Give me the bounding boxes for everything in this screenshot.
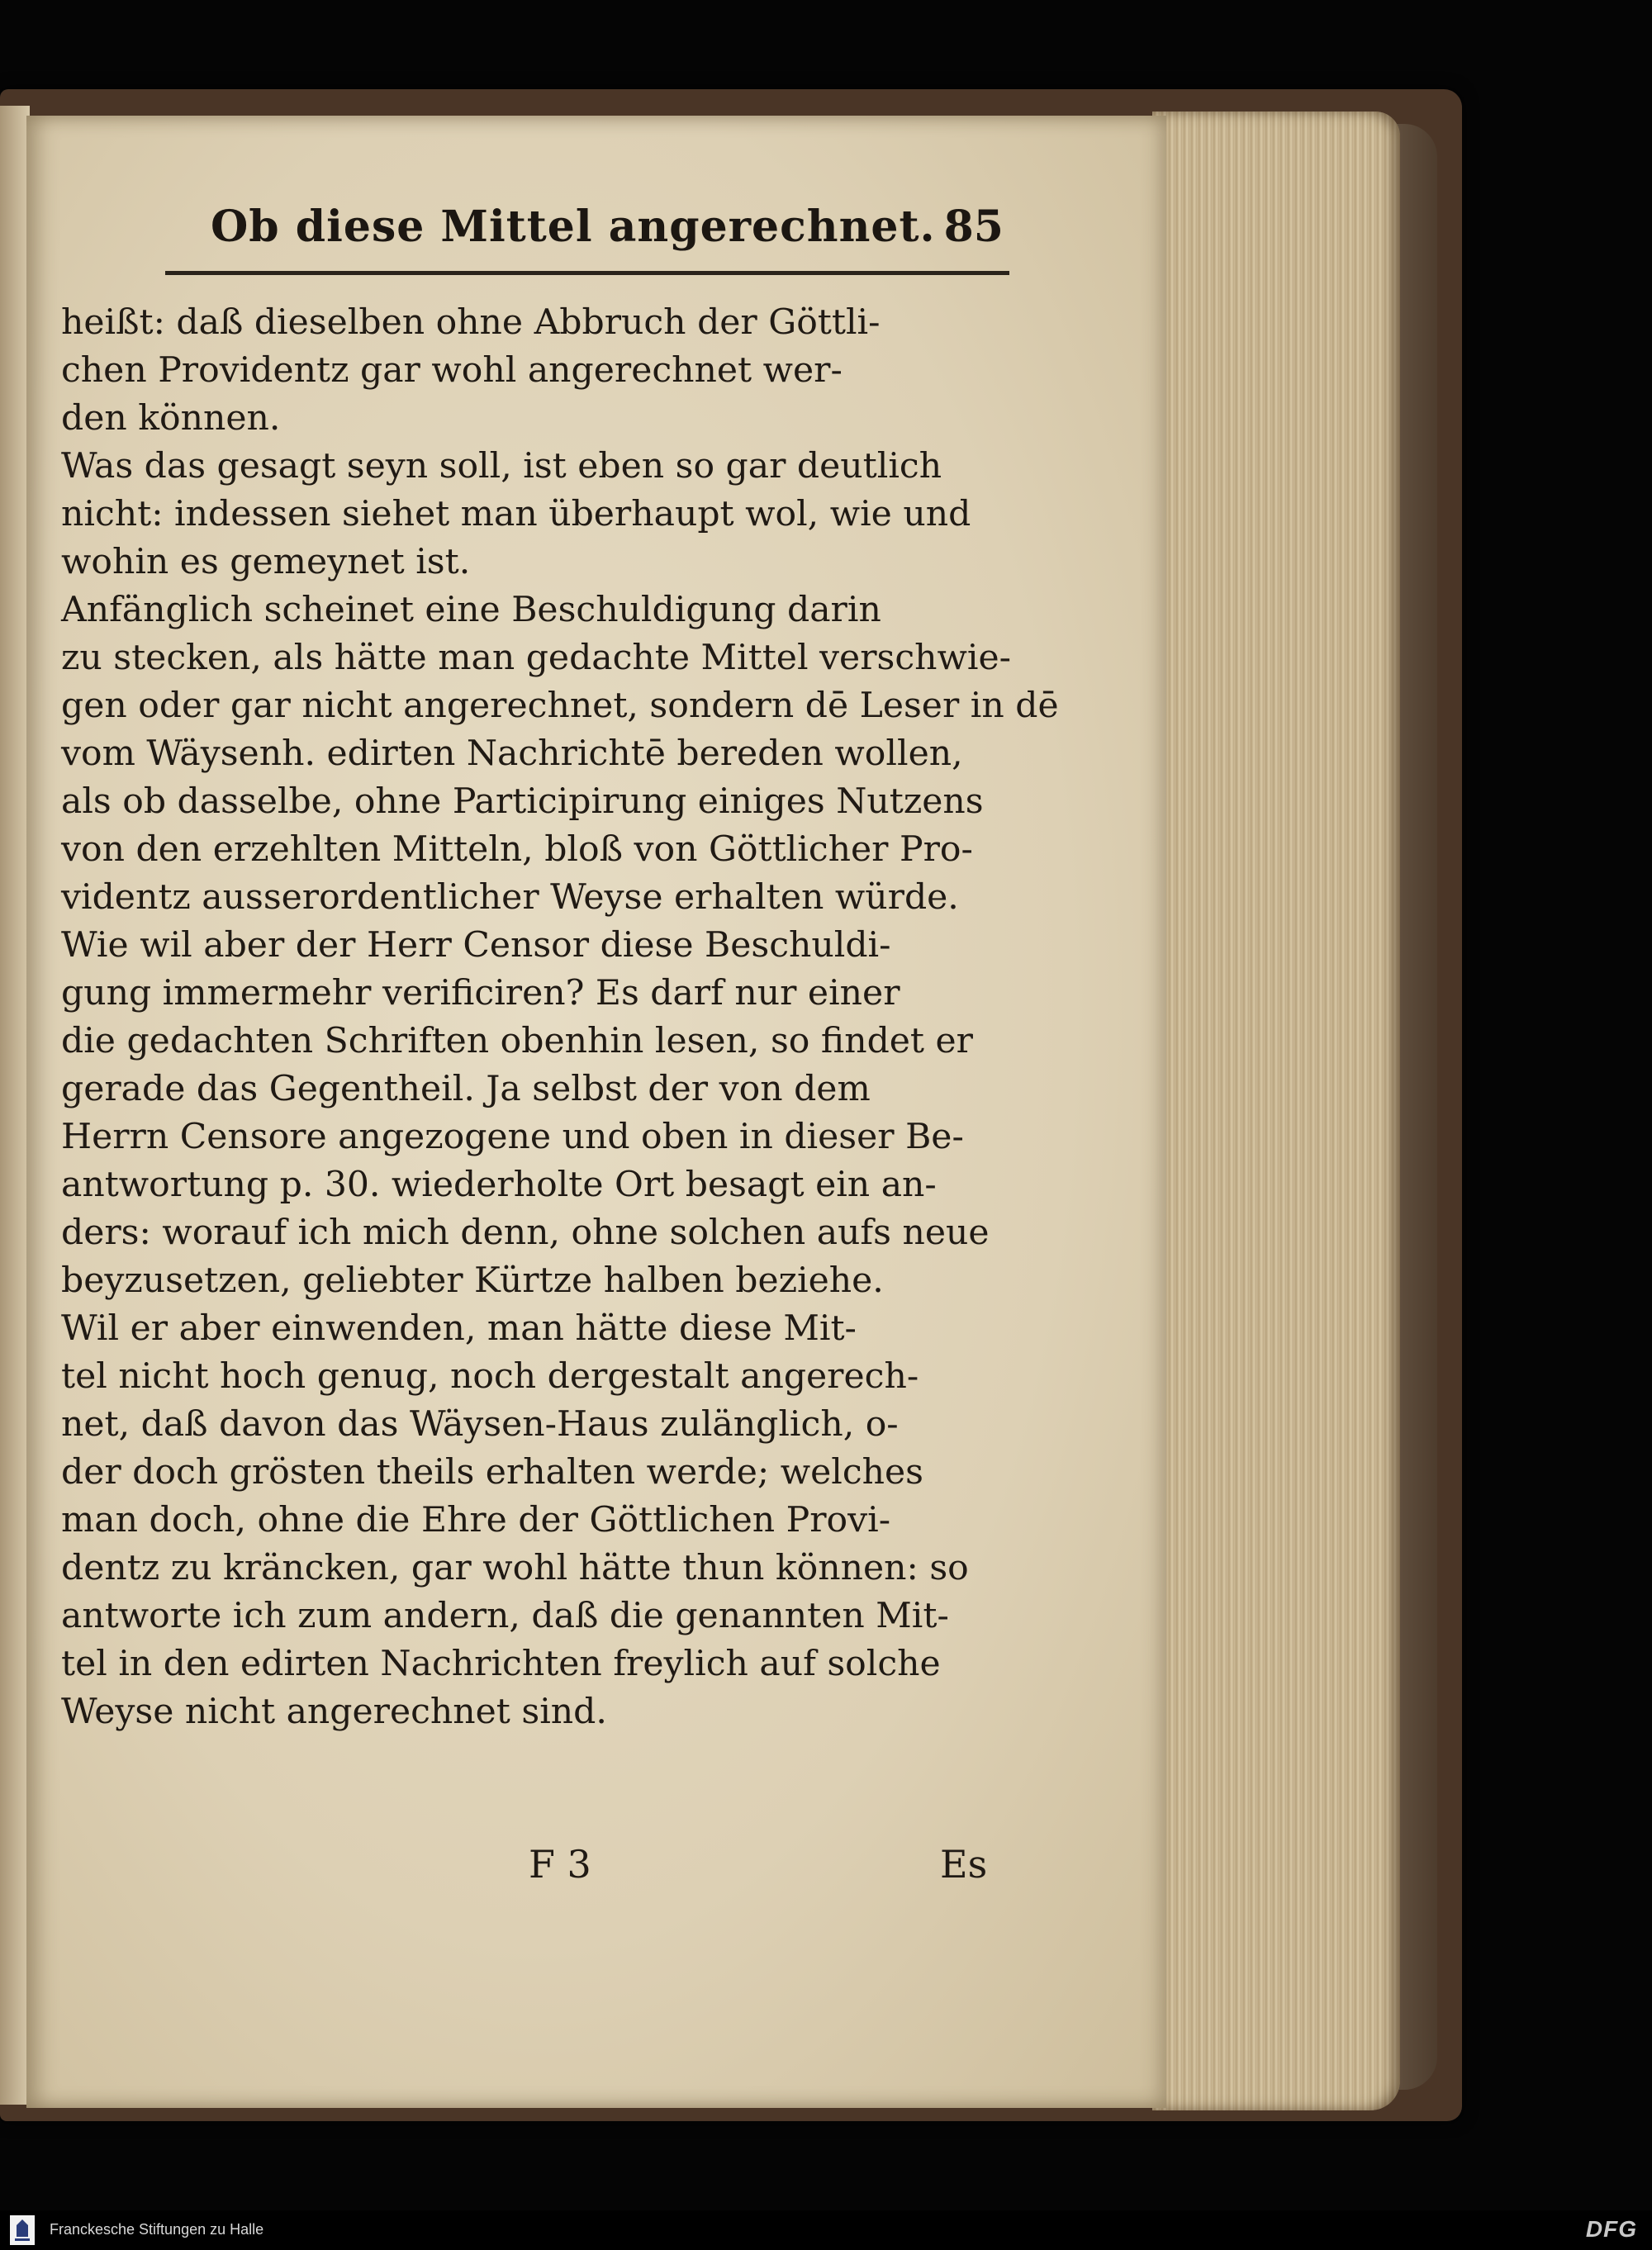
text-line: wohin es gemeynet ist. [61, 542, 471, 582]
text-line: tel nicht hoch genug, noch dergestalt angerech- [61, 1356, 919, 1397]
running-head-title: Ob diese Mittel angerechnet. [211, 202, 936, 252]
text-line: nicht: indessen siehet man überhaupt wol, wie und [61, 494, 971, 534]
text-line: Herrn Censore angezogene und oben in dieser Be- [61, 1117, 964, 1157]
text-line: dentz zu kräncken, gar wohl hätte thun können: so [61, 1548, 969, 1588]
institution-logo-icon [10, 2215, 35, 2245]
signature-mark: F 3 [529, 1842, 591, 1887]
text-line: zu stecken, als hätte man gedachte Mittel verschwie- [61, 638, 1011, 678]
text-line: Wil er aber einwenden, man hätte diese Mit- [61, 1308, 857, 1349]
facing-page-edge [0, 106, 30, 2105]
page-number: 85 [943, 202, 1004, 252]
header-rule [165, 271, 1009, 275]
viewer-footer [0, 2210, 1652, 2250]
text-line: net, daß davon das Wäysen-Haus zulänglich, o- [61, 1404, 899, 1445]
text-line: den können. [61, 398, 281, 439]
page-block-edge [1152, 112, 1400, 2110]
text-line: von den erzehlten Mitteln, bloß von Göttlicher Pro- [61, 829, 973, 870]
text-line: tel in den edirten Nachrichten freylich auf solche [61, 1644, 941, 1684]
text-line: Weyse nicht angerechnet sind. [61, 1692, 607, 1732]
text-line: gen oder gar nicht angerechnet, sondern dē Leser in dē [61, 686, 1059, 726]
text-line: Anfänglich scheinet eine Beschuldigung darin [61, 590, 881, 630]
text-line: man doch, ohne die Ehre der Göttlichen Provi- [61, 1500, 891, 1540]
text-line: Wie wil aber der Herr Censor diese Beschuldi- [61, 925, 891, 966]
text-line: beyzusetzen, geliebter Kürtze halben beziehe. [61, 1260, 884, 1301]
text-line: chen Providentz gar wohl angerechnet wer- [61, 350, 843, 391]
running-head [211, 198, 1004, 264]
text-line: Was das gesagt seyn soll, ist eben so gar deutlich [61, 446, 942, 487]
text-line: der doch grösten theils erhalten werde; welches [61, 1452, 923, 1493]
text-line: heißt: daß dieselben ohne Abbruch der Göttli- [61, 302, 881, 343]
text-line: die gedachten Schriften obenhin lesen, so findet er [61, 1021, 973, 1061]
text-line: gerade das Gegentheil. Ja selbst der von dem [61, 1069, 871, 1109]
text-line: antwortung p. 30. wiederholte Ort besagt ein an- [61, 1165, 937, 1205]
text-line: videntz ausserordentlicher Weyse erhalten würde. [61, 877, 959, 918]
text-line: vom Wäysenh. edirten Nachrichtē bereden wollen, [61, 733, 963, 774]
text-line: ders: worauf ich mich denn, ohne solchen aufs neue [61, 1213, 990, 1253]
catchword: Es [940, 1842, 988, 1887]
text-line: als ob dasselbe, ohne Participirung einiges Nutzens [61, 781, 984, 822]
body-text [61, 299, 1059, 1736]
text-line: gung immermehr verificiren? Es darf nur einer [61, 973, 900, 1013]
dfg-logo: DFG [1585, 2216, 1637, 2242]
institution-name: Franckesche Stiftungen zu Halle [50, 2221, 264, 2238]
text-line: antworte ich zum andern, daß die genannten Mit- [61, 1596, 949, 1636]
